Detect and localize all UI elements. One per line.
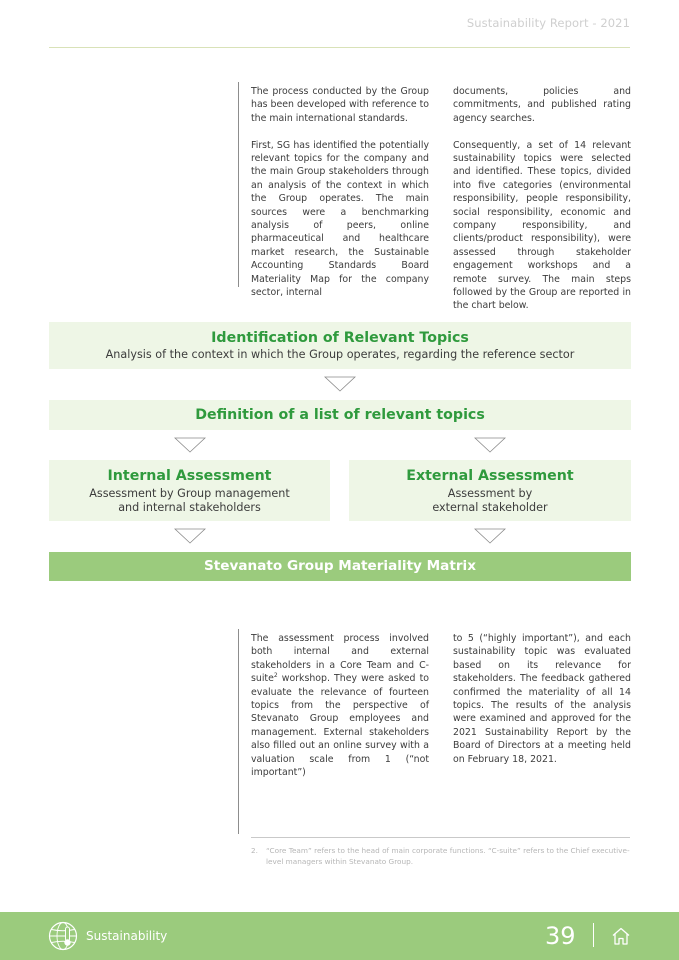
page-footer xyxy=(0,912,679,960)
external-assessment-title: External Assessment xyxy=(406,468,574,484)
text-rule-bottom xyxy=(238,629,239,834)
external-assessment-line-1: Assessment by xyxy=(447,487,533,500)
arrow-down-icon xyxy=(324,376,356,392)
paragraph: to 5 (“highly important”), and each sustainability topic was evaluated based on its relevance for stakeholders. The feedback gathered confirmed the materiality of all 14 topics. The results of the analysis were examined and approved for the 2021 Sustainability Report by the Board of Directors at a meeting held on February 18, 2021. xyxy=(453,633,631,765)
step-definition-title: Definition of a list of relevant topics xyxy=(195,407,485,423)
paragraph: documents, policies and commitments, and published rating agency searches. xyxy=(453,86,631,124)
materiality-matrix-bar: Stevanato Group Materiality Matrix xyxy=(49,552,631,581)
step-definition xyxy=(49,400,631,430)
arrow-down-icon xyxy=(474,437,506,453)
paragraph-text: workshop. They were asked to evaluate the relevance of fourteen topics from the perspective of Stevanato Group employees and management. External stakeholders also filled out an online survey with a valuation scale from 1 (“not important”) xyxy=(251,673,429,779)
step-identification xyxy=(49,322,631,369)
footnote-ref: 2 xyxy=(273,672,278,680)
text-rule-top xyxy=(238,82,239,287)
external-assessment-box xyxy=(349,460,631,521)
bottom-right-column xyxy=(453,632,631,779)
bottom-left-column xyxy=(251,632,429,793)
external-assessment-line-2: external stakeholder xyxy=(432,500,548,514)
arrow-down-icon xyxy=(174,437,206,453)
internal-assessment-title: Internal Assessment xyxy=(107,468,272,484)
header-divider xyxy=(49,47,630,48)
arrow-down-icon xyxy=(174,528,206,544)
footer-divider xyxy=(593,923,594,947)
paragraph: Consequently, a set of 14 relevant sustainability topics were selected and identified. These topics, divided into five categories (environmental responsibility, people responsibility, social responsibility, economic and company responsibility, and clients/product responsibility), were assessed through stakeholder engagement workshops and a remote survey. The main steps followed by the Group are reported in the chart below. xyxy=(453,139,631,312)
globe-thermometer-icon xyxy=(48,921,78,951)
internal-assessment-line-2: and internal stakeholders xyxy=(118,500,261,514)
internal-assessment-line-1: Assessment by Group management xyxy=(89,487,290,500)
footnote-text: “Core Team” refers to the head of main corporate functions. “C-suite” refers to the Chief executive-level managers within Stevanato Group. xyxy=(266,846,630,866)
step-identification-title: Identification of Relevant Topics xyxy=(211,330,469,346)
page-number: 39 xyxy=(545,922,576,950)
footnote-number: 2. xyxy=(251,846,258,855)
paragraph: The process conducted by the Group has been developed with reference to the main international standards. xyxy=(251,86,430,124)
footnote xyxy=(251,846,631,867)
report-title: Sustainability Report - 2021 xyxy=(466,16,630,30)
paragraph xyxy=(251,632,429,779)
top-left-column xyxy=(251,85,429,313)
arrow-down-icon xyxy=(474,528,506,544)
home-icon[interactable] xyxy=(611,926,631,946)
internal-assessment-box xyxy=(49,460,330,521)
top-right-column xyxy=(453,85,631,326)
paragraph: First, SG has identified the potentially relevant topics for the company and the main Group stakeholders through an analysis of the context in which the Group operates. The main sources were a benchmarking analysis of peers, online pharmaceutical and healthcare market research, the Sustainable Accounting Standards Board Materiality Map for the company sector, internal xyxy=(251,139,429,299)
section-label: Sustainability xyxy=(86,929,168,943)
paragraph-text: The assessment process involved both internal and external stakeholders in a Core Team and C-suite xyxy=(251,633,429,685)
step-identification-subtitle: Analysis of the context in which the Group operates, regarding the reference sector xyxy=(105,348,575,361)
footnote-divider xyxy=(251,837,630,838)
